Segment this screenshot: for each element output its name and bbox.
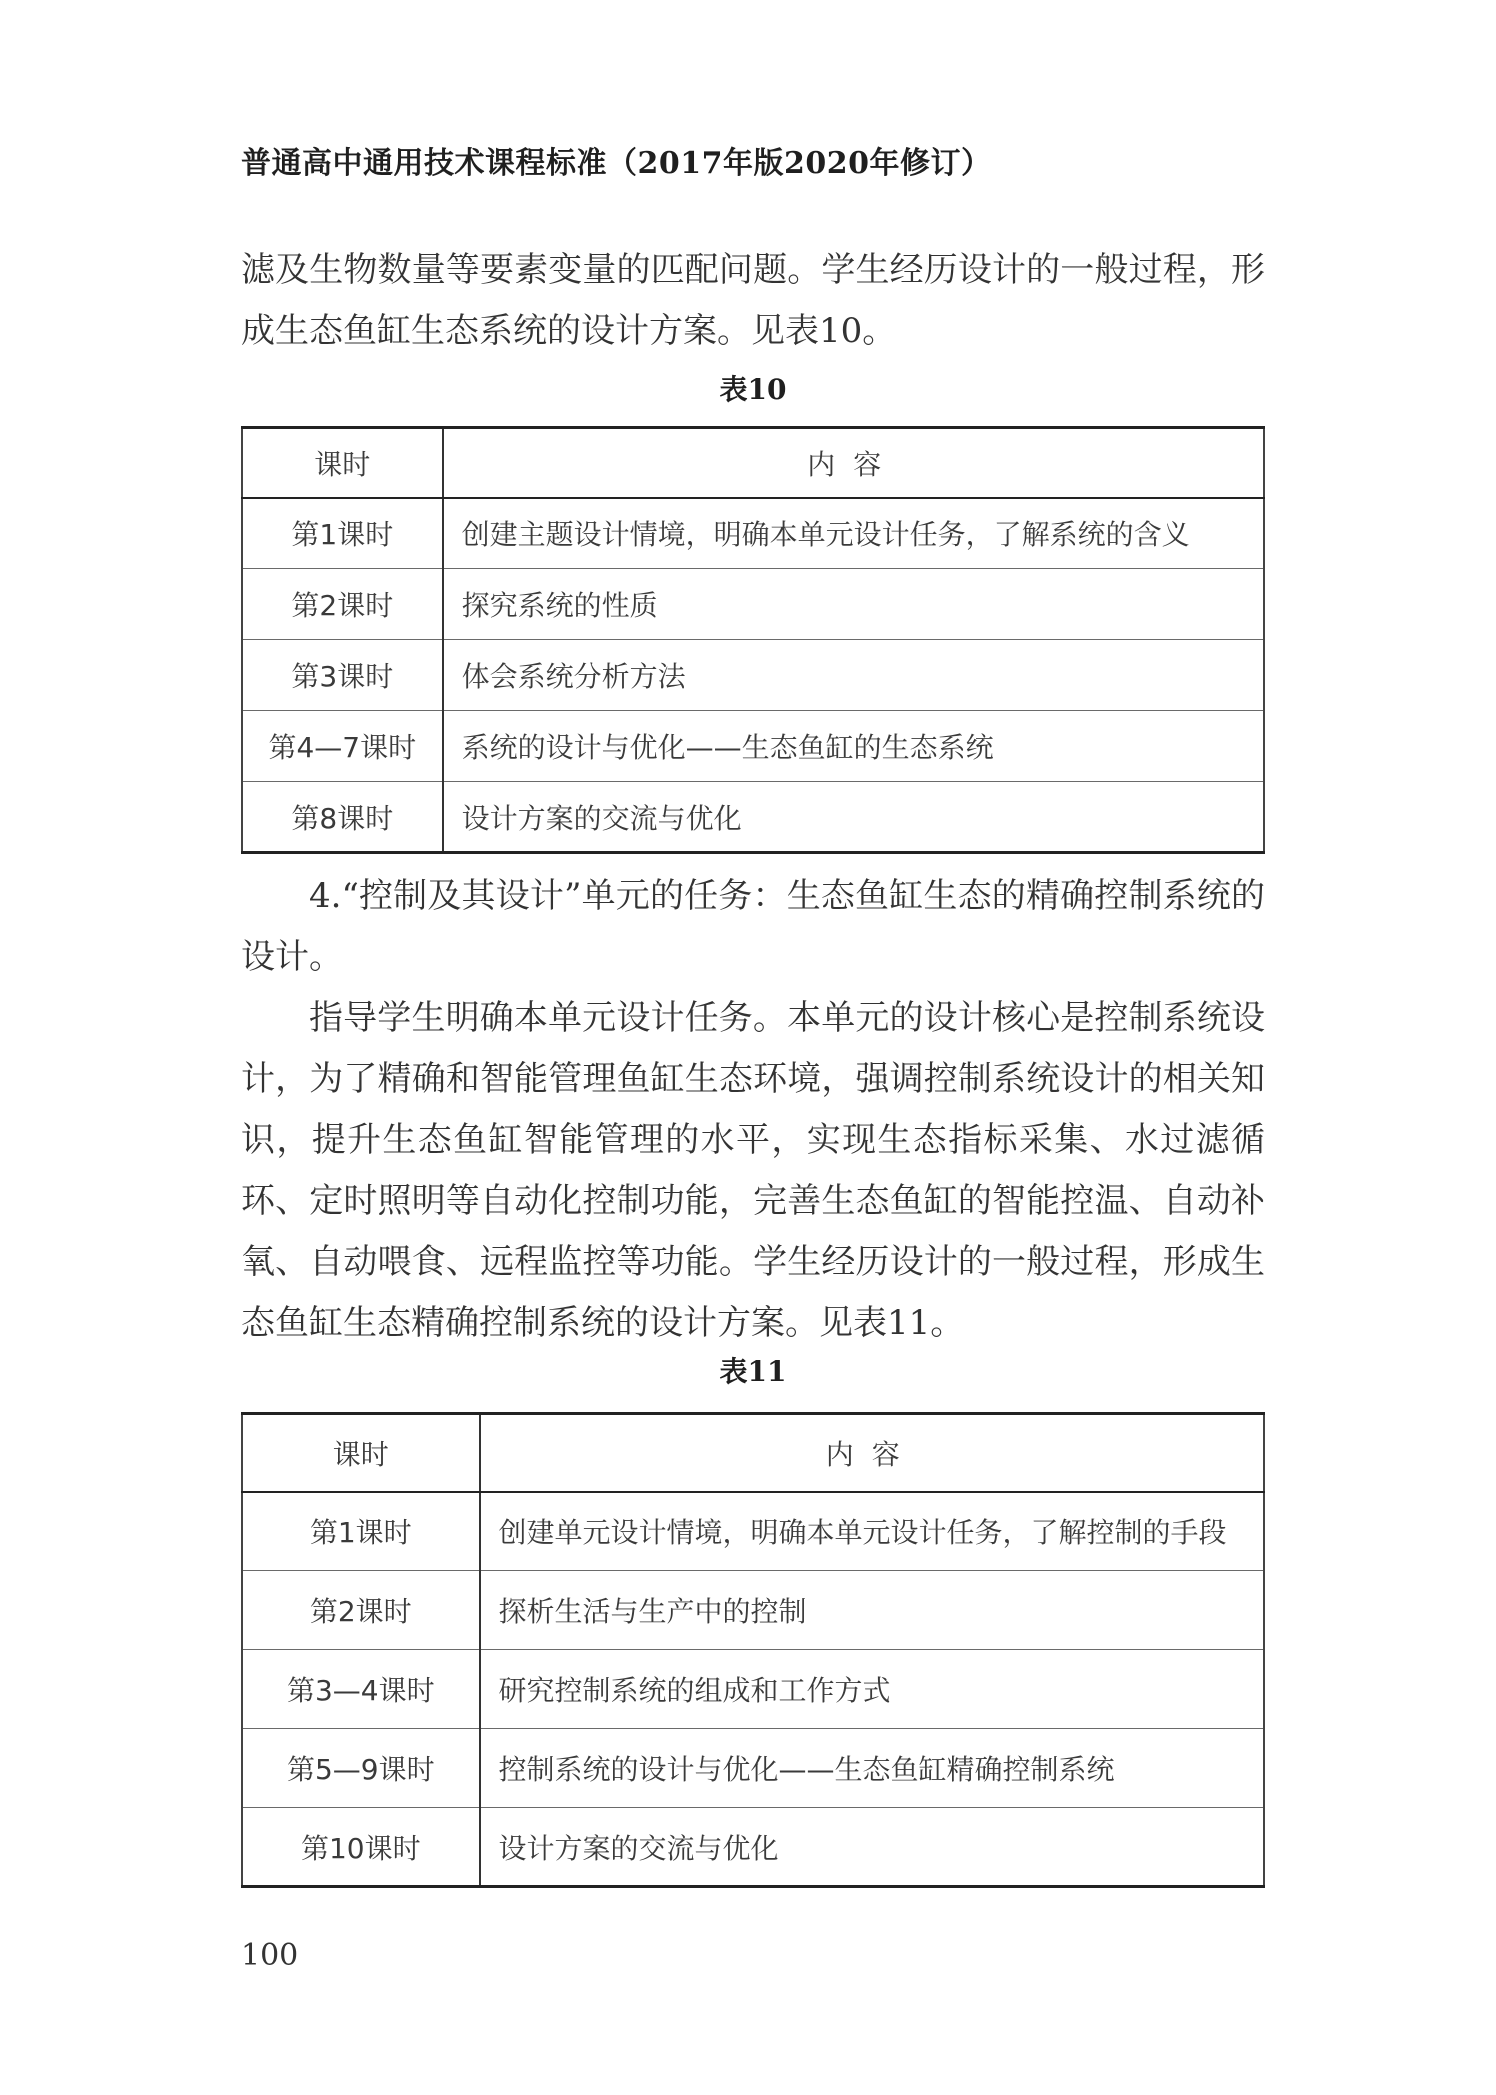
table-10-header-content: 内容 — [443, 428, 1264, 498]
period-cell: 第8课时 — [242, 782, 443, 853]
content-cell: 探析生活与生产中的控制 — [480, 1571, 1264, 1650]
period-cell: 第3课时 — [242, 640, 443, 711]
paragraph-section-4: 4.“控制及其设计”单元的任务：生态鱼缸生态的精确控制系统的设计。 — [241, 876, 1265, 977]
table-11-header-content: 内容 — [480, 1414, 1264, 1492]
table-row — [242, 1808, 1264, 1887]
table-row — [242, 782, 1264, 853]
table-10 — [241, 426, 1265, 854]
table-row — [242, 569, 1264, 640]
table-row — [242, 711, 1264, 782]
period-cell: 第10课时 — [242, 1808, 480, 1887]
table-10-header-row — [242, 428, 1264, 498]
content-cell: 设计方案的交流与优化 — [443, 782, 1264, 853]
table-11-caption: 表11 — [719, 1355, 787, 1388]
content-cell: 研究控制系统的组成和工作方式 — [480, 1650, 1264, 1729]
period-cell: 第4—7课时 — [242, 711, 443, 782]
content-cell: 探究系统的性质 — [443, 569, 1264, 640]
table-row — [242, 1492, 1264, 1571]
period-cell: 第1课时 — [242, 498, 443, 569]
table-11-header-period: 课时 — [242, 1414, 480, 1492]
content-cell: 设计方案的交流与优化 — [480, 1808, 1264, 1887]
table-row — [242, 1650, 1264, 1729]
table-row — [242, 1729, 1264, 1808]
table-row — [242, 498, 1264, 569]
page-number: 100 — [241, 1938, 299, 1973]
paragraph-intro: 滤及生物数量等要素变量的匹配问题。学生经历设计的一般过程，形成生态鱼缸生态系统的设计方案。见表10。 — [241, 250, 1265, 351]
content-cell: 创建单元设计情境，明确本单元设计任务，了解控制的手段 — [480, 1492, 1264, 1571]
content-cell: 系统的设计与优化——生态鱼缸的生态系统 — [443, 711, 1264, 782]
table-10-caption: 表10 — [719, 373, 787, 406]
period-cell: 第2课时 — [242, 1571, 480, 1650]
content-cell: 体会系统分析方法 — [443, 640, 1264, 711]
table-11 — [241, 1412, 1265, 1888]
running-header: 普通高中通用技术课程标准（2017年版2020年修订） — [241, 146, 992, 181]
table-11-header-row — [242, 1414, 1264, 1492]
table-10-header-period: 课时 — [242, 428, 443, 498]
content-cell: 创建主题设计情境，明确本单元设计任务，了解系统的含义 — [443, 498, 1264, 569]
content-cell: 控制系统的设计与优化——生态鱼缸精确控制系统 — [480, 1729, 1264, 1808]
table-row — [242, 1571, 1264, 1650]
period-cell: 第3—4课时 — [242, 1650, 480, 1729]
period-cell: 第5—9课时 — [242, 1729, 480, 1808]
period-cell: 第2课时 — [242, 569, 443, 640]
period-cell: 第1课时 — [242, 1492, 480, 1571]
table-row — [242, 640, 1264, 711]
paragraph-unit-task: 指导学生明确本单元设计任务。本单元的设计核心是控制系统设计，为了精确和智能管理鱼缸生态环境，强调控制系统设计的相关知识，提升生态鱼缸智能管理的水平，实现生态指标采集、水过滤循环、定时照明等自动化控制功能，完善生态鱼缸的智能控温、自动补氧、自动喂食、远程监控等功能。学生经历设计的一般过程，形成生态鱼缸生态精确控制系统的设计方案。见表11。 — [241, 998, 1265, 1343]
